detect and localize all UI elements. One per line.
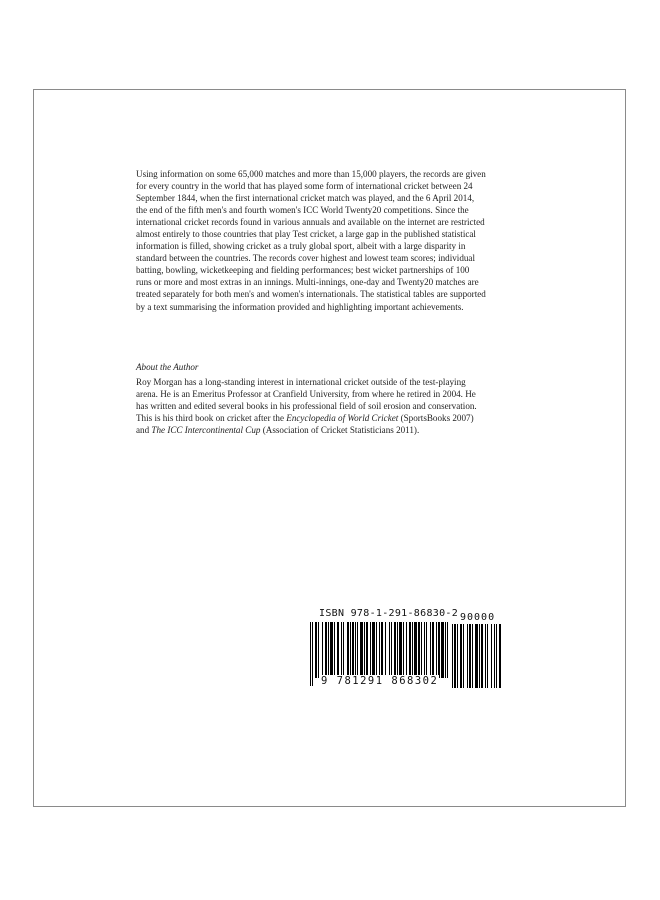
book-title-2: The ICC Intercontinental Cup: [151, 425, 261, 436]
about-author-text: [136, 376, 486, 436]
barcode-bar: [350, 622, 351, 678]
about-text-part-1: Roy Morgan has a long-standing interest in international cricket outside of the test-playing arena. He is an Emeritus Professor at Cranfield University, from where he retired in 2004. He has written and edited several books in his professional field of soil erosion and conservation. This is his third book on cricket after the: [136, 377, 477, 424]
barcode-bar: [421, 622, 422, 678]
barcode-bar: [312, 622, 313, 686]
barcode-bar: [441, 622, 444, 678]
barcode-bar: [406, 622, 407, 678]
barcode-bar: [355, 622, 356, 678]
barcode-bar: [341, 622, 342, 678]
barcode-bar: [438, 622, 440, 678]
barcode-bar: [491, 624, 492, 688]
barcode-bar: [360, 622, 363, 678]
barcode-bar: [370, 622, 371, 678]
barcode-bar: [389, 622, 390, 678]
barcode-bar: [472, 624, 473, 688]
barcode-bar: [385, 622, 386, 678]
barcode-bar: [475, 624, 478, 688]
barcode-addon-digits: 90000: [460, 612, 496, 623]
barcode-bar: [403, 622, 404, 678]
barcode-bar: [454, 624, 456, 688]
barcode-bar: [394, 622, 396, 678]
barcode-bar: [409, 622, 411, 678]
barcode-bar: [445, 622, 446, 678]
barcode-bar: [432, 622, 434, 678]
back-cover: [33, 89, 626, 807]
barcode-bar: [318, 622, 319, 678]
barcode-bar: [418, 622, 420, 678]
barcode-bar: [499, 624, 501, 688]
about-author-heading: About the Author: [136, 362, 199, 372]
book-title-1: Encyclopedia of World Cricket: [286, 413, 399, 424]
barcode-bar: [481, 624, 483, 688]
price-addon-barcode: [452, 624, 512, 690]
barcode-bar: [357, 622, 358, 678]
barcode-bar: [494, 624, 495, 688]
barcode-bar: [334, 622, 335, 678]
barcode-bar: [325, 622, 327, 678]
barcode-bar: [364, 622, 365, 678]
barcode-bar: [372, 622, 375, 678]
barcode-bar: [467, 624, 468, 688]
barcode-bar: [328, 622, 329, 678]
barcode-bar: [414, 622, 417, 678]
barcode-bar: [457, 624, 458, 688]
isbn-label: ISBN 978-1-291-86830-2: [319, 608, 459, 619]
barcode-bar: [376, 622, 377, 678]
barcode-bar: [452, 624, 453, 688]
barcode-bar: [337, 622, 339, 678]
barcode-bar: [330, 622, 333, 678]
barcode-bar: [469, 624, 471, 688]
book-description: Using information on some 65,000 matches and more than 15,000 players, the records are given for every country in the world that has played some form of international cricket between 24 September 1844, when the first international cricket match was played, and the 6 April 2014, the end of the fifth men's and fourth women's ICC World Twenty20 competitions. Since the international cricket records found in various annuals and available on the internet are restricted almost entirely to those countries that play Test cricket, a large gap in the published statistical information is filled, showing cricket as a truly global sport, albeit with a large disparity in standard between the countries. The records cover highest and lowest team scores; individual batting, bowling, wicketkeeping and fielding performances; best wicket partnerships of 100 runs or more and most extras in an innings. Multi-innings, one-day and Twenty20 matches are treated separately for both men's and women's internationals. The statistical tables are supported by a text summarising the information provided and highlighting important achievements.: [136, 169, 486, 312]
barcode-bar: [315, 622, 317, 678]
barcode-bar: [424, 622, 425, 678]
barcode-bar: [366, 622, 368, 678]
barcode-bar: [436, 622, 437, 678]
barcode-bar: [391, 622, 392, 678]
barcode-bar: [347, 622, 349, 678]
barcode-bar: [399, 622, 402, 678]
barcode-bar: [479, 624, 480, 688]
barcode-bar: [310, 622, 311, 686]
barcode-bar: [460, 624, 462, 688]
about-text-part-3: (Association of Cricket Statisticians 2011).: [260, 425, 420, 436]
barcode-bar: [412, 622, 413, 678]
barcode-bar: [322, 622, 323, 678]
barcode-bar: [397, 622, 398, 678]
about-text-part-2: (SportsBooks 2007) and: [136, 413, 474, 436]
barcode-bar: [463, 624, 464, 688]
barcode-bar: [352, 622, 354, 678]
barcode-bar: [430, 622, 431, 678]
barcode-bar: [426, 622, 427, 678]
barcode-digits: 9 781291 868302: [321, 675, 439, 687]
barcode-bar: [485, 624, 486, 688]
barcode-bar: [496, 624, 497, 688]
barcode-bar: [343, 622, 344, 678]
barcode-bar: [487, 624, 488, 688]
barcode-bar: [447, 622, 448, 678]
